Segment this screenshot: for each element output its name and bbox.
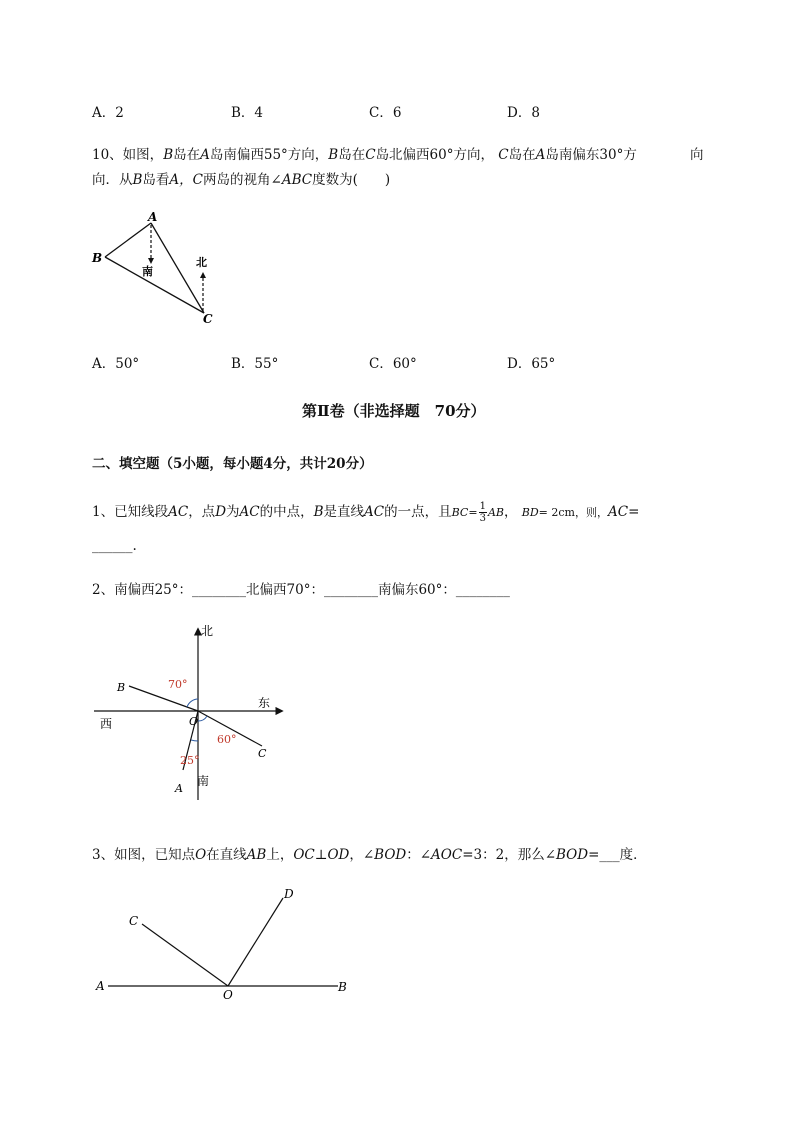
- label-angle-60: 60°: [217, 733, 237, 746]
- q10-option-c: C．60°: [369, 356, 417, 372]
- f1-text: =: [628, 504, 640, 520]
- section2-title: 二、填空题（5小题，每小题4分，共计20分）: [92, 456, 373, 472]
- f3-text: 在直线: [206, 847, 247, 863]
- q10-text: 两岛的视角∠: [203, 172, 282, 188]
- label-north: 北: [196, 256, 207, 269]
- f1-var: BC: [451, 506, 469, 519]
- q10-text: 岛在: [173, 147, 201, 163]
- label-angle-70: 70°: [168, 678, 188, 691]
- fill-question-2: 2、南偏西25°：________北偏西70°：________南偏东60°：________: [92, 582, 510, 598]
- q10-text: 岛南偏西55°方向，: [209, 147, 329, 163]
- f1-var: D: [215, 504, 227, 520]
- q10-line-1-end: 向: [690, 147, 704, 163]
- q10-line-1: [92, 143, 637, 163]
- label-c: C: [203, 312, 213, 326]
- label-c: C: [129, 914, 139, 928]
- fraction-one-third: [479, 501, 487, 524]
- f3-var: AB: [246, 847, 267, 863]
- label-south: 南: [142, 265, 153, 278]
- f1-text: = 2cm，则: [538, 506, 597, 519]
- f1-var: AC: [607, 504, 629, 520]
- f3-text: 3、如图，已知点: [92, 847, 196, 863]
- q9-option-a: A．2: [92, 105, 124, 121]
- label-north: 北: [201, 624, 214, 638]
- f1-var: BD: [521, 506, 539, 519]
- label-d: D: [284, 887, 294, 901]
- fill-question-3: [92, 843, 647, 863]
- f3-perp-symbol: ⊥: [314, 847, 328, 863]
- ray-ob: [129, 686, 198, 711]
- label-a: A: [148, 210, 158, 224]
- f1-text: ，点: [188, 504, 216, 520]
- label-a: A: [96, 979, 105, 993]
- q10-var: A，C: [169, 172, 204, 188]
- f3-var: OC: [293, 847, 315, 863]
- f1-text: 的中点，: [259, 504, 314, 520]
- compass-figure: [90, 615, 300, 805]
- q9-option-d: D．8: [507, 105, 540, 121]
- f3-text: =3：2，那么∠: [462, 847, 557, 863]
- f1-var: B: [313, 504, 324, 520]
- f1-equals: =: [468, 506, 478, 519]
- arc-70: [187, 699, 198, 707]
- q10-var: B: [132, 172, 143, 188]
- f1-var: AC: [168, 504, 189, 520]
- q10-option-d: D．65°: [507, 356, 556, 372]
- f3-text: ，∠: [349, 847, 375, 863]
- f3-var: AOC: [431, 847, 463, 863]
- fill-question-1-blank: ______.: [92, 538, 137, 554]
- q10-line-2: [92, 168, 390, 188]
- q10-text: 岛在: [508, 147, 536, 163]
- line-angle-figure: [90, 880, 360, 1005]
- f1-text: 是直线: [323, 504, 365, 520]
- q10-var: B: [328, 147, 339, 163]
- f1-var: AB: [487, 506, 504, 519]
- q9-option-c: C．6: [369, 105, 402, 121]
- q9-option-b: B．4: [231, 105, 264, 121]
- f3-var: BOD: [374, 847, 407, 863]
- label-b: B: [92, 251, 103, 265]
- f1-text: 为: [226, 504, 240, 520]
- q10-var: B: [163, 147, 174, 163]
- arc-25: [191, 740, 198, 741]
- q10-var: A: [535, 147, 546, 163]
- part2-title: 第Ⅱ卷（非选择题 70分）: [302, 402, 486, 420]
- fill-question-1: 1、已知线段AC，点D为AC的中点，B是直线AC的一点，且BC= $\frac{1}{3}$ AB， BD= 2cm，则，AC=: [92, 501, 640, 524]
- label-b: B: [117, 681, 126, 694]
- segment-bc: [105, 257, 204, 313]
- label-c: C: [258, 747, 267, 760]
- q10-text: 岛北偏西60°方向，: [375, 147, 494, 163]
- f1-var: AC: [364, 504, 385, 520]
- f3-var: O: [195, 847, 207, 863]
- f3-text: =___度．: [588, 847, 647, 863]
- f1-text: ，: [503, 504, 518, 520]
- f3-var: BOD: [556, 847, 589, 863]
- fraction-denominator: 3: [479, 513, 486, 524]
- f1-text: 的一点，且: [384, 504, 452, 520]
- f1-text: 1、已知线段: [92, 504, 169, 520]
- q10-option-a: A．50°: [92, 356, 140, 372]
- q10-var: C: [365, 147, 376, 163]
- label-b: B: [338, 980, 347, 994]
- f3-text: ：∠: [406, 847, 432, 863]
- q10-text: 向．从: [92, 172, 133, 188]
- q10-text: 10、如图，: [92, 147, 164, 163]
- f3-var: OD: [327, 847, 350, 863]
- q10-var: ABC: [281, 172, 313, 188]
- f1-var: AC: [239, 504, 260, 520]
- q10-text: 岛看: [142, 172, 170, 188]
- label-o: O: [189, 715, 199, 728]
- q10-triangle-figure: [80, 205, 240, 335]
- label-east: 东: [258, 696, 271, 710]
- q10-var: C: [498, 147, 509, 163]
- label-angle-25: 25°: [180, 754, 200, 767]
- label-south: 南: [197, 774, 210, 788]
- segment-ab: [105, 223, 151, 257]
- ray-oc: [142, 924, 228, 986]
- q10-text: 度数为( ): [312, 172, 391, 188]
- q10-text: 岛在: [338, 147, 366, 163]
- ray-od: [228, 898, 283, 986]
- q10-var: A: [200, 147, 210, 163]
- fraction-numerator: 1: [479, 501, 486, 512]
- q10-text: 岛南偏东30°方: [545, 147, 637, 163]
- f3-text: 上，: [266, 847, 294, 863]
- label-west: 西: [100, 717, 113, 731]
- q10-option-b: B．55°: [231, 356, 279, 372]
- arc-60: [198, 716, 207, 721]
- label-a: A: [175, 782, 183, 795]
- label-o: O: [223, 988, 233, 1002]
